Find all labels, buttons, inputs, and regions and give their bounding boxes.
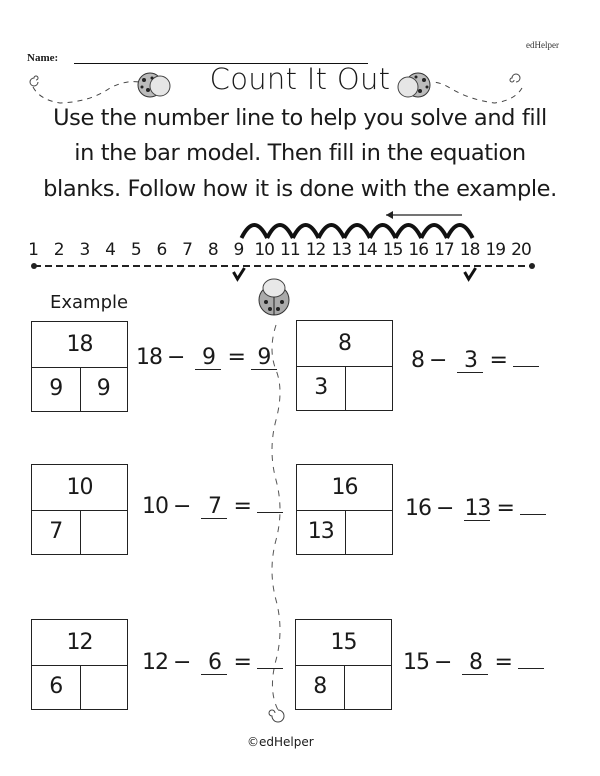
number-line-label-13: 13: [331, 240, 352, 260]
answer-blank[interactable]: [257, 668, 283, 669]
equation-minuend: 15: [403, 650, 429, 675]
hop-arc: [267, 225, 293, 238]
answer-blank[interactable]: [520, 514, 546, 515]
bar-model-part-1: 9: [32, 367, 81, 412]
bar-model-whole: 12: [32, 620, 127, 666]
copyright-label: ©edHelper: [247, 735, 314, 749]
bar-model-part-1: 6: [32, 665, 81, 710]
minus-sign: −: [173, 494, 191, 519]
instruction-line-3: blanks. Follow how it is done with the example.: [43, 176, 557, 202]
equals-sign: =: [233, 650, 251, 675]
answer-blank[interactable]: [513, 366, 539, 367]
bar-model-part-2-blank[interactable]: [345, 366, 393, 411]
number-line-label-16: 16: [408, 240, 429, 260]
instruction-line-1: Use the number line to help you solve and fill: [53, 105, 547, 131]
equation-minuend: 12: [142, 650, 168, 675]
hop-arc: [447, 225, 473, 238]
minus-sign: −: [167, 345, 185, 370]
bar-model-part-1: 8: [296, 665, 345, 710]
number-line-label-6: 6: [156, 240, 167, 260]
subtrahend-blank: 9: [195, 347, 221, 370]
equals-sign: =: [489, 348, 507, 373]
number-line-label-3: 3: [79, 240, 90, 260]
bar-model-part-2: 9: [96, 376, 110, 402]
equation-problem-3: [405, 496, 552, 521]
subtrahend-blank: 8: [462, 652, 488, 675]
number-line-label-14: 14: [357, 240, 377, 260]
bar-model-part-1: 13: [297, 510, 346, 555]
equation-problem-1: [411, 348, 545, 373]
name-label: Name:: [27, 52, 59, 64]
bar-model-part-2-blank[interactable]: [80, 510, 128, 555]
hop-arc: [319, 225, 345, 238]
instruction-line-2: in the bar model. Then fill in the equation: [74, 140, 526, 166]
equation-problem-5: [403, 650, 550, 675]
bar-model-part-1: 7: [32, 510, 81, 555]
hop-arc: [421, 225, 447, 238]
bar-model-problem-3: [296, 464, 393, 555]
bar-model-part-2-blank[interactable]: [344, 665, 392, 710]
brand-label: edHelper: [526, 40, 559, 50]
number-line-label-1: 1: [28, 240, 38, 260]
bar-model-problem-1: [296, 320, 393, 411]
bar-model-problem-5: [295, 619, 392, 710]
equals-sign: =: [233, 494, 251, 519]
equals-sign: =: [494, 650, 512, 675]
swirl-bottom-icon: [269, 710, 284, 722]
subtrahend-blank: 6: [201, 652, 227, 675]
subtrahend-blank: 7: [201, 496, 227, 519]
number-line-label-20: 20: [511, 240, 531, 260]
hop-arc: [344, 225, 370, 238]
answer-blank[interactable]: [518, 668, 544, 669]
number-line-label-18: 18: [459, 240, 480, 260]
equals-sign: =: [496, 496, 514, 521]
number-line-label-9: 9: [233, 240, 244, 260]
number-line-label-11: 11: [280, 240, 300, 260]
number-line-label-5: 5: [130, 240, 141, 260]
number-line-end-dot: [529, 263, 535, 269]
example-label: Example: [50, 292, 129, 313]
minus-sign: −: [173, 650, 191, 675]
number-line-start-dot: [31, 263, 37, 269]
minus-sign: −: [434, 650, 452, 675]
check-mark-icon: [465, 268, 476, 279]
equation-minuend: 18: [136, 345, 162, 370]
hop-arcs: [241, 225, 472, 238]
bar-model-whole: 10: [32, 465, 127, 511]
minus-sign: −: [429, 348, 447, 373]
number-line-label-19: 19: [485, 240, 506, 260]
hop-arc: [396, 225, 422, 238]
minus-sign: −: [436, 496, 454, 521]
equation-minuend: 8: [411, 348, 424, 373]
number-line-label-15: 15: [382, 240, 403, 260]
ladybug-center-icon: [259, 279, 289, 315]
bar-model-whole: 16: [297, 465, 392, 511]
subtrahend-blank: 13: [464, 496, 491, 521]
number-line-label-2: 2: [53, 240, 64, 260]
bar-model-part-2-blank[interactable]: [345, 510, 393, 555]
bar-model-problem-4: [31, 619, 128, 710]
number-line-label-4: 4: [105, 240, 115, 260]
page-title: Count It Out: [209, 62, 391, 96]
answer-blank: 9: [251, 347, 277, 370]
bar-model-part-1: 3: [297, 366, 346, 411]
number-line-label-7: 7: [182, 240, 193, 260]
equation-problem-2: [142, 494, 289, 519]
direction-arrow: [386, 211, 462, 219]
hop-arc: [293, 225, 319, 238]
number-line: [0, 0, 600, 300]
number-line-label-8: 8: [207, 240, 218, 260]
equation-problem-4: [142, 650, 289, 675]
number-line-label-10: 10: [254, 240, 274, 260]
hop-arc: [241, 225, 267, 238]
answer-blank[interactable]: [257, 512, 283, 513]
bar-model-example: [31, 321, 128, 412]
equation-example: [136, 345, 283, 370]
bar-model-whole: 18: [32, 322, 127, 368]
number-line-label-12: 12: [305, 240, 326, 260]
subtrahend-blank: 3: [457, 350, 483, 373]
equals-sign: =: [227, 345, 245, 370]
equation-minuend: 16: [405, 496, 431, 521]
bar-model-whole: 15: [296, 620, 391, 666]
number-line-label-17: 17: [434, 240, 454, 260]
bar-model-problem-2: [31, 464, 128, 555]
equation-minuend: 10: [142, 494, 168, 519]
hop-arc: [370, 225, 396, 238]
bar-model-part-2-blank[interactable]: [80, 665, 128, 710]
bar-model-whole: 8: [297, 321, 392, 367]
